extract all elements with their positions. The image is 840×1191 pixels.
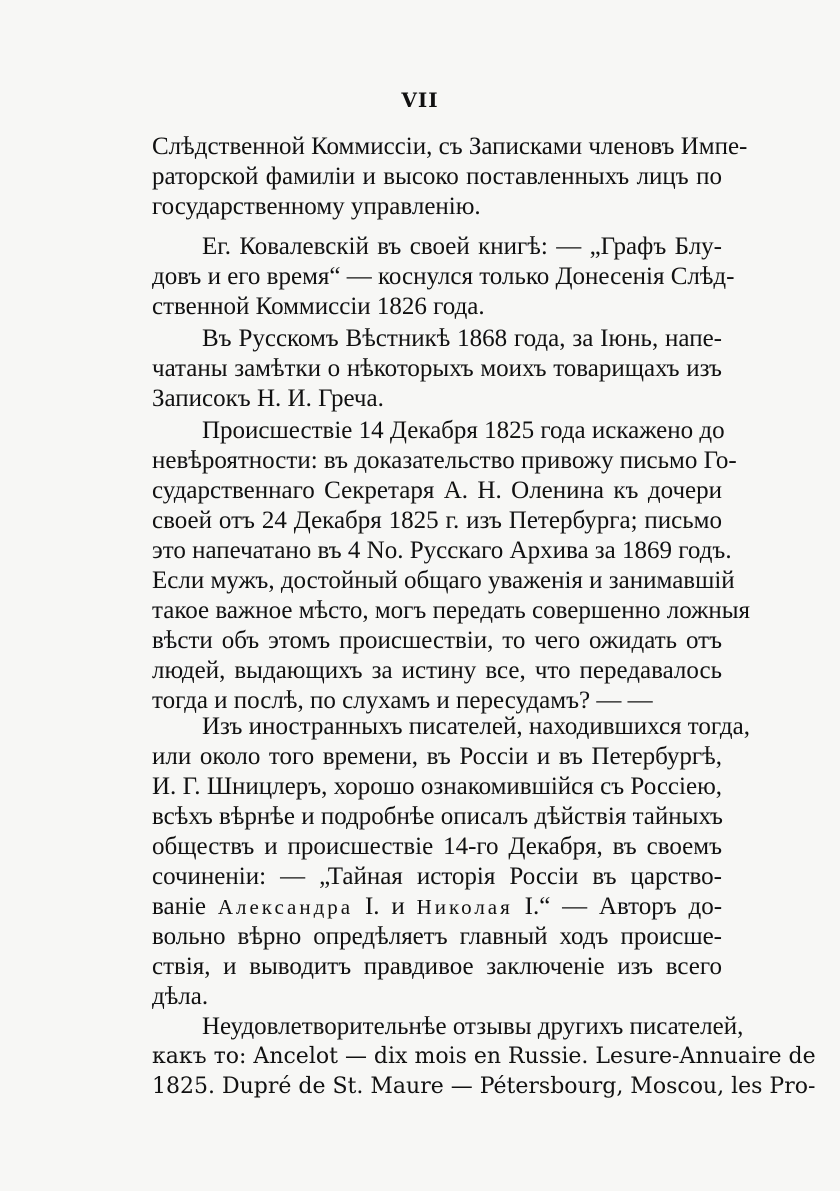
text-line: 1825. Dupré de St. Maure — Pétersbourg, Moscou, les Pro- bbox=[152, 1074, 816, 1099]
text-line: всѣхъ вѣрнѣе и подробнѣе описалъ дѣйствія тайныхъ bbox=[152, 803, 723, 830]
text-line: дѣла. bbox=[152, 983, 209, 1010]
text-line: ствія, и выводитъ правдивое заключеніе изъ всего bbox=[152, 953, 722, 980]
text-line: Неудовлетворительнѣе отзывы другихъ писателей, bbox=[202, 1013, 744, 1040]
text-line: ственной Коммиссіи 1826 года. bbox=[152, 293, 485, 320]
text-line: И. Г. Шницлеръ, хорошо ознакомившійся съ Россіею, bbox=[152, 773, 722, 800]
text-line: раторской фамиліи и высоко поставленныхъ лицъ по bbox=[152, 163, 722, 190]
text-line: вольно вѣрно опредѣляетъ главный ходъ происше- bbox=[152, 923, 722, 950]
text-line: Ег. Ковалевскій въ своей книгѣ: — „Графъ Блу- bbox=[202, 233, 722, 260]
paragraph-4 bbox=[152, 416, 751, 716]
text-line: сударственнаго Секретаря А. Н. Оленина къ дочери bbox=[152, 477, 722, 504]
paragraph-6 bbox=[152, 1012, 816, 1102]
paragraph-2 bbox=[152, 232, 735, 322]
text-line: Въ Русскомъ Вѣстникѣ 1868 года, за Іюнь, напе- bbox=[202, 325, 722, 352]
text-line: или около того времени, въ Россіи и въ Петербургѣ, bbox=[152, 743, 722, 770]
text-line-with-spaced-names bbox=[152, 892, 722, 922]
text-line: своей отъ 24 Декабря 1825 г. изъ Петербурга; письмо bbox=[152, 507, 722, 534]
text-line: довъ и его время“ — коснулся только Донесенія Слѣд- bbox=[152, 263, 735, 290]
line-fragment: I. и bbox=[364, 893, 405, 920]
text-line: Если мужъ, достойный общаго уваженія и занимавшій bbox=[152, 567, 735, 594]
paragraph-3 bbox=[152, 324, 722, 414]
text-line: государственному управленію. bbox=[152, 193, 481, 220]
paragraph-1 bbox=[152, 132, 748, 222]
spaced-name-alexander: Александра bbox=[217, 895, 354, 919]
text-line: сочиненіи: — „Тайная исторія Россіи въ царство- bbox=[152, 863, 722, 890]
text-line: тогда и послѣ, по слухамъ и пересудамъ? — — bbox=[152, 687, 653, 714]
line-fragment: ваніе bbox=[152, 893, 206, 920]
text-line: вѣсти объ этомъ происшествіи, то чего ожидать отъ bbox=[152, 627, 722, 654]
spaced-name-nicholas: Николая bbox=[416, 895, 513, 919]
text-line: людей, выдающихъ за истину все, что передавалось bbox=[152, 657, 722, 684]
text-line: обществъ и происшествіе 14-го Декабря, въ своемъ bbox=[152, 833, 722, 860]
line-fragment: I.“ — Авторъ до- bbox=[524, 893, 723, 920]
page-number: VII bbox=[401, 88, 439, 112]
text-line: Слѣдственной Коммиссіи, съ Записками членовъ Импе- bbox=[152, 133, 748, 160]
paragraph-5 bbox=[152, 712, 750, 1012]
text-line: чатаны замѣтки о нѣкоторыхъ моихъ товарищахъ изъ bbox=[152, 355, 722, 382]
text-line: такое важное мѣсто, могъ передать совершенно ложныя bbox=[152, 597, 751, 624]
text-line: Изъ иностранныхъ писателей, находившихся тогда, bbox=[202, 713, 750, 740]
text-line: невѣроятности: въ доказательство привожу письмо Го- bbox=[152, 447, 737, 474]
text-line: это напечатано въ 4 No. Русскаго Архива за 1869 годъ. bbox=[152, 537, 732, 564]
text-line: Записокъ Н. И. Греча. bbox=[152, 385, 384, 412]
text-line: Происшествіе 14 Декабря 1825 года искажено до bbox=[202, 417, 725, 444]
text-line: какъ то: Ancelot — dix mois en Russie. Lesure-Annuaire de bbox=[152, 1044, 816, 1069]
